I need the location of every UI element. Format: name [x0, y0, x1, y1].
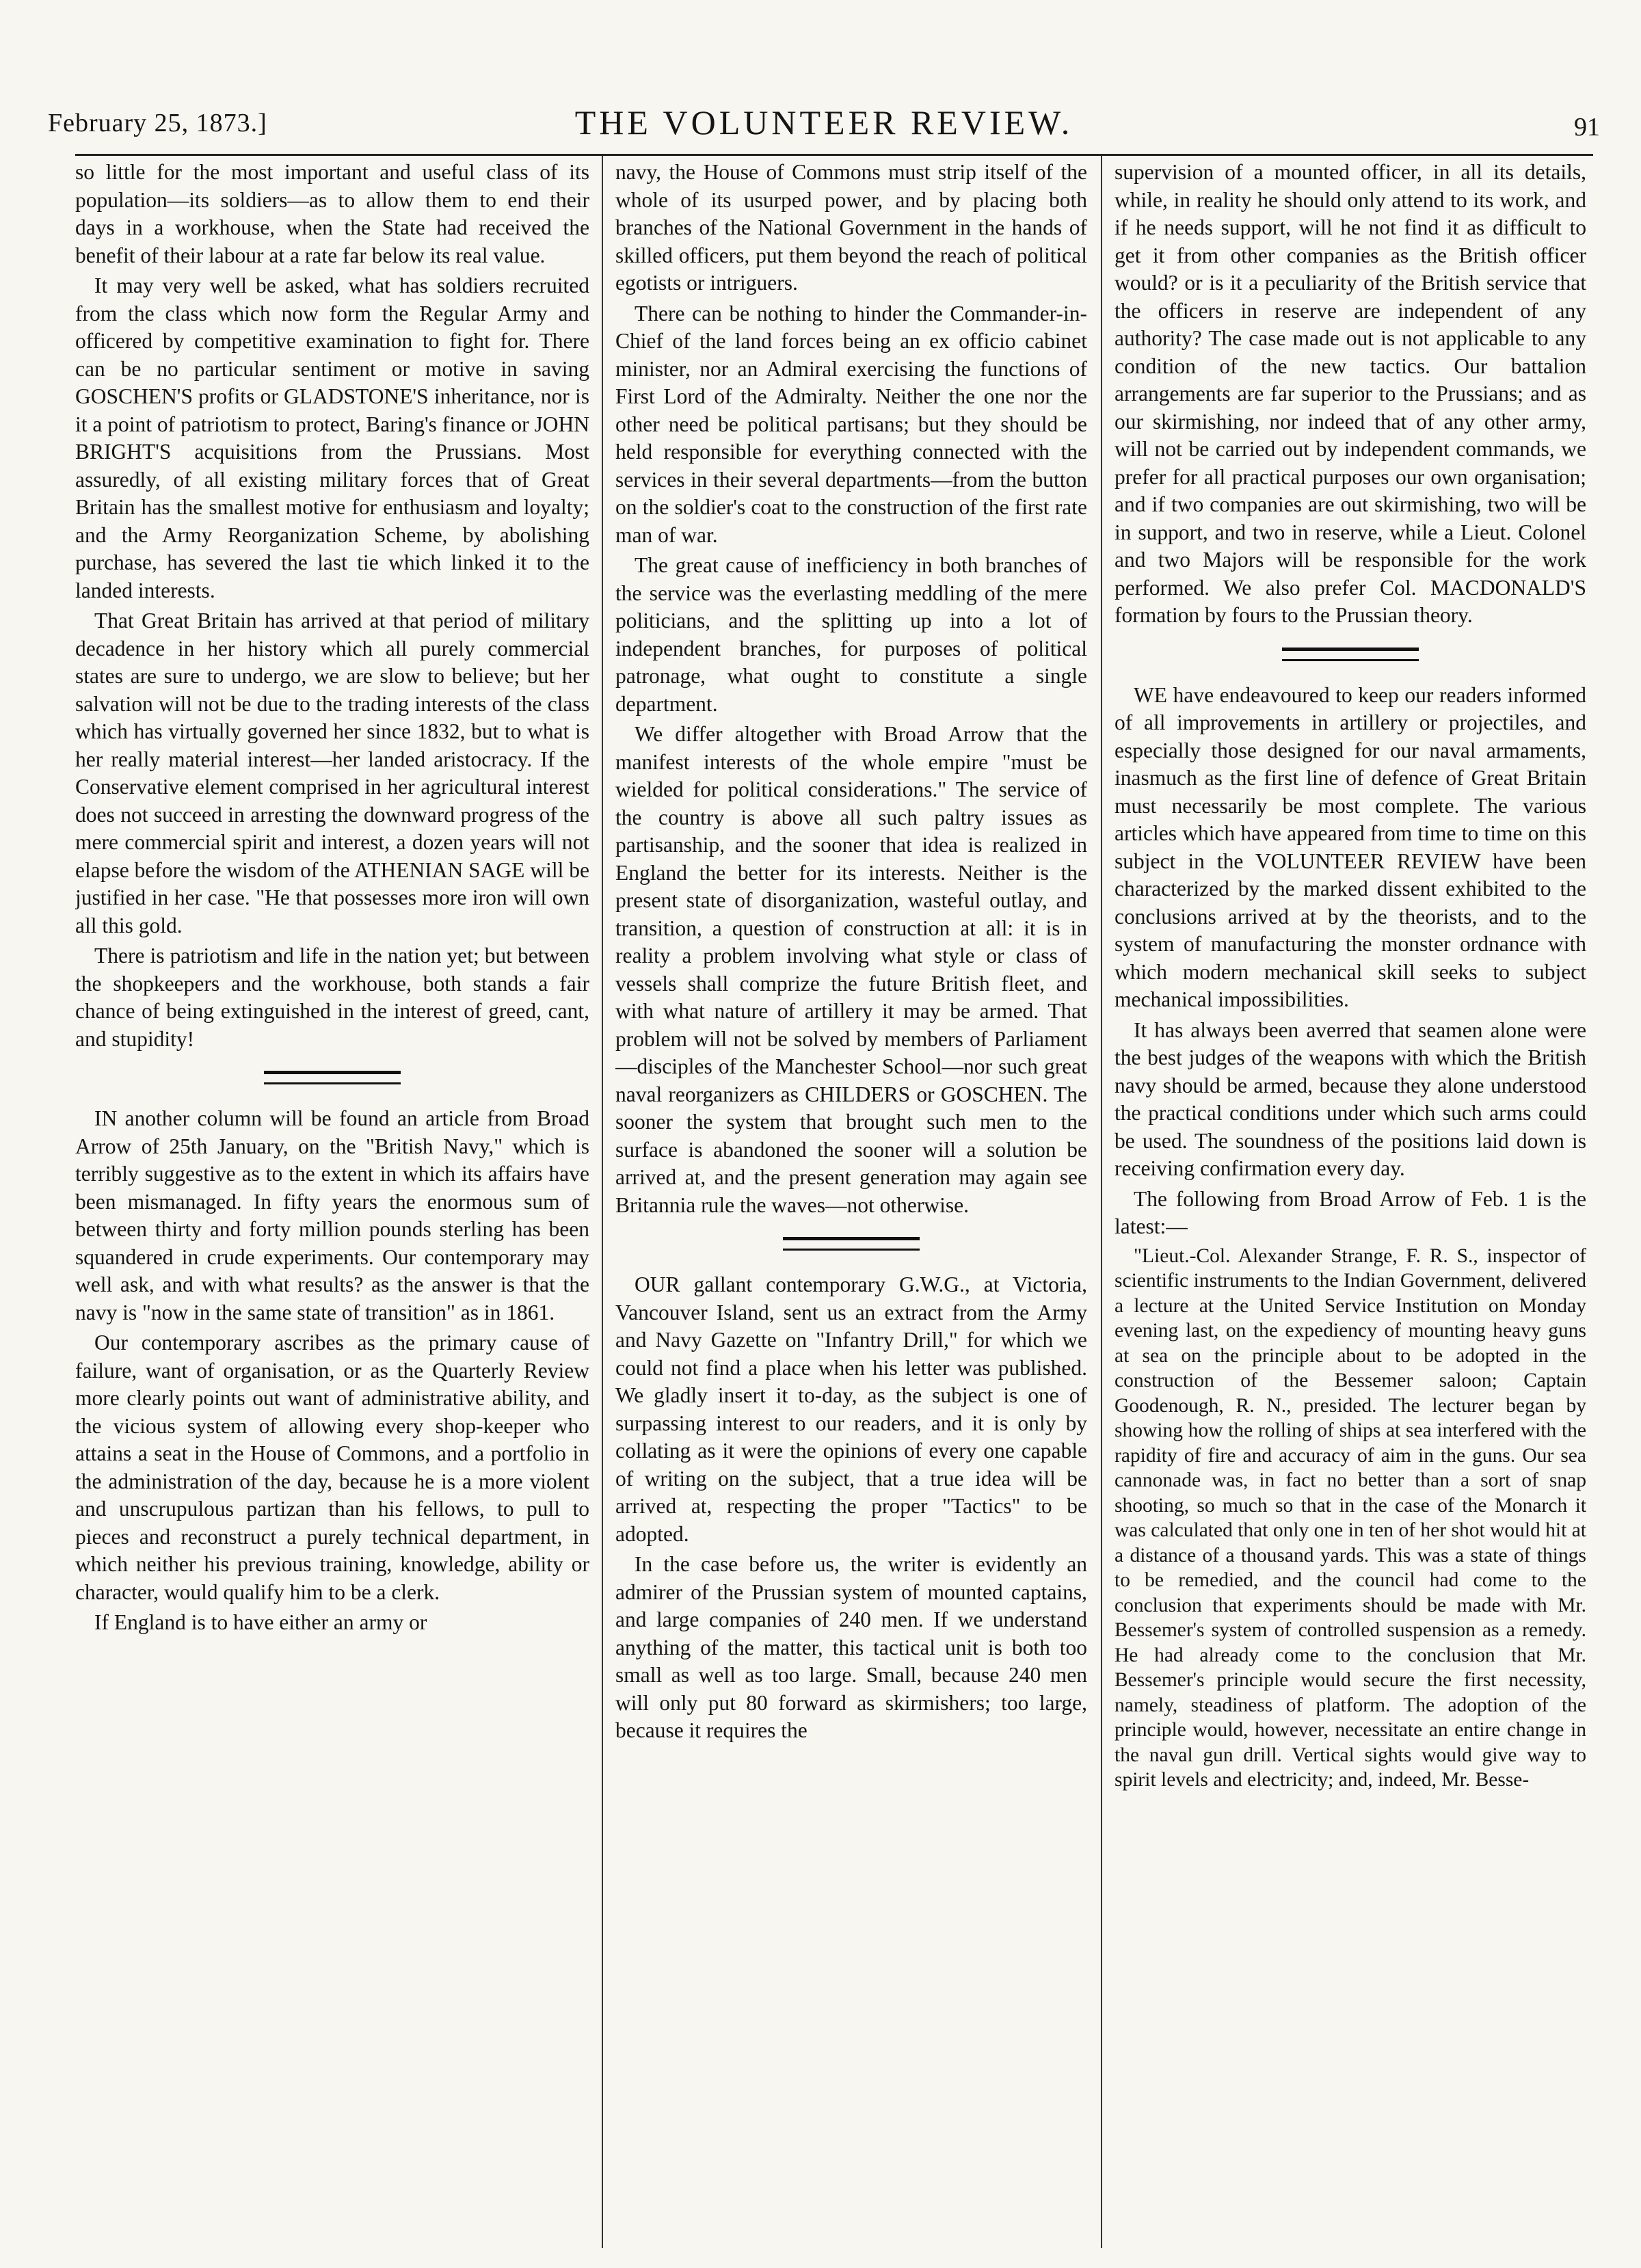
paragraph: There can be nothing to hinder the Commander-in-Chief of the land forces being an ex officio cabinet minister, nor an Admiral exercising the functions of First Lord of the Admiralty. Neither the one nor the other need be political partisans; but they should be held responsible for everything connected with the services in their several departments—from the button on the soldier's coat to the construction of the first rate man of war. [615, 301, 1087, 547]
masthead-title: THE VOLUNTEER REVIEW. [574, 103, 1073, 142]
block-quote: "Lieut.-Col. Alexander Strange, F. R. S., inspector of scientific instruments to the Indian Government, delivered a lecture at the United Service Institution on Monday evening last, on the expediency of mounting heavy guns at sea on the principle about to be adopted in the construction of the Bessemer saloon; Captain Goodenough, R. N., presided. The lecturer began by showing how the rolling of ships at sea interfered with the rapidity of fire and accuracy of aim in the guns. Our sea cannonade was, in fact no better than a sort of snap shooting, so much so that in the case of the Monarch it was calculated that only one in ten of her shot would hit at a distance of a thousand yards. This was a state of things to be remedied, and the council had come to the conclusion that experiments should be made with Mr. Bessemer's system of controlled suspension as a remedy. He had already come to the conclusion that Mr. Bessemer's principle would secure the first necessity, namely, steadiness of platform. The adoption of the principle would, however, necessitate an entire change in the naval gun drill. Vertical sights would give way to spirit levels and electricity; and, indeed, Mr. Besse- [1115, 1244, 1586, 1791]
paragraph: It may very well be asked, what has soldiers recruited from the class which now form the Regular Army and officered by competitive examination to fight for. There can be no particular sentiment or motive in saving GOSCHEN'S profits or GLADSTONE'S inheritance, nor is it a point of patriotism to protect, Baring's finance or JOHN BRIGHT'S acquisitions from the Prussians. Most assuredly, of all existing military forces that of Great Britain has the smallest motive for enthusiasm and loyalty; and the Army Reorganization Scheme, by abolishing purchase, has severed the last tie which linked it to the landed interests. [75, 274, 589, 602]
paragraph: IN another column will be found an article from Broad Arrow of 25th January, on the "British Navy," which is terribly suggestive as to the extent in which its affairs have been mismanaged. In fifty years the enormous sum of between thirty and forty million pounds sterling has been squandered in crude experiments. Our contemporary may well ask, and with what results? as the answer is that the navy is "now in the same state of transition" as in 1861. [75, 1106, 589, 1324]
column-divider [602, 156, 603, 2248]
page-header [48, 103, 1600, 144]
paragraph: There is patriotism and life in the nation yet; but between the shopkeepers and the workhouse, both stands a fair chance of being extinguished in the interest of greed, cant, and stupidity! [75, 944, 589, 1051]
paragraph: It has always been averred that seamen alone were the best judges of the weapons with which the British navy should be armed, because they alone understood the practical conditions under which such arms could be used. The soundness of the positions laid down is receiving confirmation every day. [1115, 1017, 1586, 1180]
paragraph: WE have endeavoured to keep our readers informed of all improvements in artillery or projectiles, and especially those designed for our naval armaments, inasmuch as the first line of defence of Great Britain must necessarily be most complete. The various articles which have appeared from time to time on this subject in the VOLUNTEER REVIEW have been characterized by the marked dissent exhibited to the conclusions arrived at by the theorists, and to the system of manufacturing the monster ordnance with which modern mechanical skill seeks to subject mechanical impossibilities. [1115, 682, 1586, 1011]
paragraph: We differ altogether with Broad Arrow that the manifest interests of the whole empire "must be wielded for political considerations." The service of the country is above all such paltry issues as partisanship, and the sooner that idea is realized in England the better for its interests. Neither is the present state of disorganization, wasteful outlay, and transition, a question of construction at all: it is in reality a problem involving what style or class of vessels shall comprize the future British fleet, and with what nature of artillery it may be armed. That problem will not be solved by members of Parliament—disciples of the Manchester School—nor such great naval reorganizers as CHILDERS or GOSCHEN. The sooner the system that brought such men to the surface is abandoned the sooner will a solution be arrived at, and the present generation may again see Britannia rule the waves—not otherwise. [615, 722, 1087, 1217]
paragraph: supervision of a mounted officer, in all its details, while, in reality he should only attend to its work, and if he needs support, will he not find it as difficult to get it from other companies as the British officer would? or is it a peculiarity of the British service that the officers in reserve are independent of any authority? The case made out is not applicable to any condition of the new tactics. Our battalion arrangements are far superior to the Prussians; and as our skirmishing, nor indeed that of any other army, will not be carried out by independent commands, we prefer for all practical purposes our own organisation; and if two companies are out skirmishing, two will be in support, and two in reserve, while a Lieut. Colonel and two Majors will be responsible for the work performed. We also prefer Col. MACDONALD'S formation by fours to the Prussian theory. [1115, 160, 1586, 627]
column-divider [1101, 156, 1102, 2248]
column-1 [75, 159, 589, 2244]
page-number: 91 [1574, 113, 1600, 142]
paragraph: In the case before us, the writer is evidently an admirer of the Prussian system of mounted captains, and large companies of 240 men. If we understand anything of the matter, this tactical unit is both too small as well as too large. Small, because 240 men will only put 80 forward as skirmishers; too large, because it requires the [615, 1552, 1087, 1742]
paragraph: Our contemporary ascribes as the primary cause of failure, want of organisation, or as the Quarterly Review more clearly points out want of administrative ability, and the vicious system of allowing every shop-keeper who attains a seat in the House of Commons, and a portfolio in the administration of the day, because he is a more violent and unscrupulous partizan than his fellows, to pull to pieces and reconstruct a purely technical department, in which neither his previous training, knowledge, ability or character, would qualify him to be a clerk. [75, 1331, 589, 1604]
issue-date: February 25, 1873.] [48, 109, 267, 137]
column-2 [615, 159, 1087, 2244]
paragraph: OUR gallant contemporary G.W.G., at Victoria, Vancouver Island, sent us an extract from the Army and Navy Gazette on "Infantry Drill," for which we could not find a place when his letter was published. We gladly insert it to-day, as the subject is one of surpassing interest to our readers, and it is only by collating as it were the opinions of every one capable of writing on the subject, that a true idea will be arrived at, respecting the proper "Tactics" to be adopted. [615, 1272, 1087, 1546]
paragraph: so little for the most important and useful class of its population—its soldiers—as to allow them to end their days in a workhouse, when the State had received the benefit of their labour at a rate far below its real value. [75, 160, 589, 267]
column-3 [1115, 159, 1586, 2244]
paragraph: The great cause of inefficiency in both branches of the service was the everlasting meddling of the mere politicians, and the splitting up into a lot of independent branches, for purposes of political patronage, what ought to constitute a single department. [615, 553, 1087, 716]
paragraph: That Great Britain has arrived at that period of military decadence in her history which all purely commercial states are sure to undergo, we are slow to believe; but her salvation will not be due to the trading interests of the class which has virtually governed her since 1832, but to what is her really material interest—her landed aristocracy. If the Conservative element comprised in her agricultural interest does not succeed in arresting the downward progress of the mere commercial spirit and interest, a dozen years will not elapse before the wisdom of the ATHENIAN SAGE will be justified in her case. "He that possesses more iron will own all this gold. [75, 609, 589, 937]
section-separator [783, 1237, 920, 1251]
section-separator [264, 1071, 401, 1084]
section-separator [1282, 648, 1419, 661]
paragraph: The following from Broad Arrow of Feb. 1 is the latest:— [1115, 1186, 1586, 1238]
paragraph: navy, the House of Commons must strip itself of the whole of its usurped power, and by placing both branches of the National Government in the hands of skilled officers, put them beyond the reach of political egotists or intriguers. [615, 160, 1087, 295]
header-rule [75, 154, 1593, 156]
paragraph: If England is to have either an army or [94, 1610, 427, 1634]
